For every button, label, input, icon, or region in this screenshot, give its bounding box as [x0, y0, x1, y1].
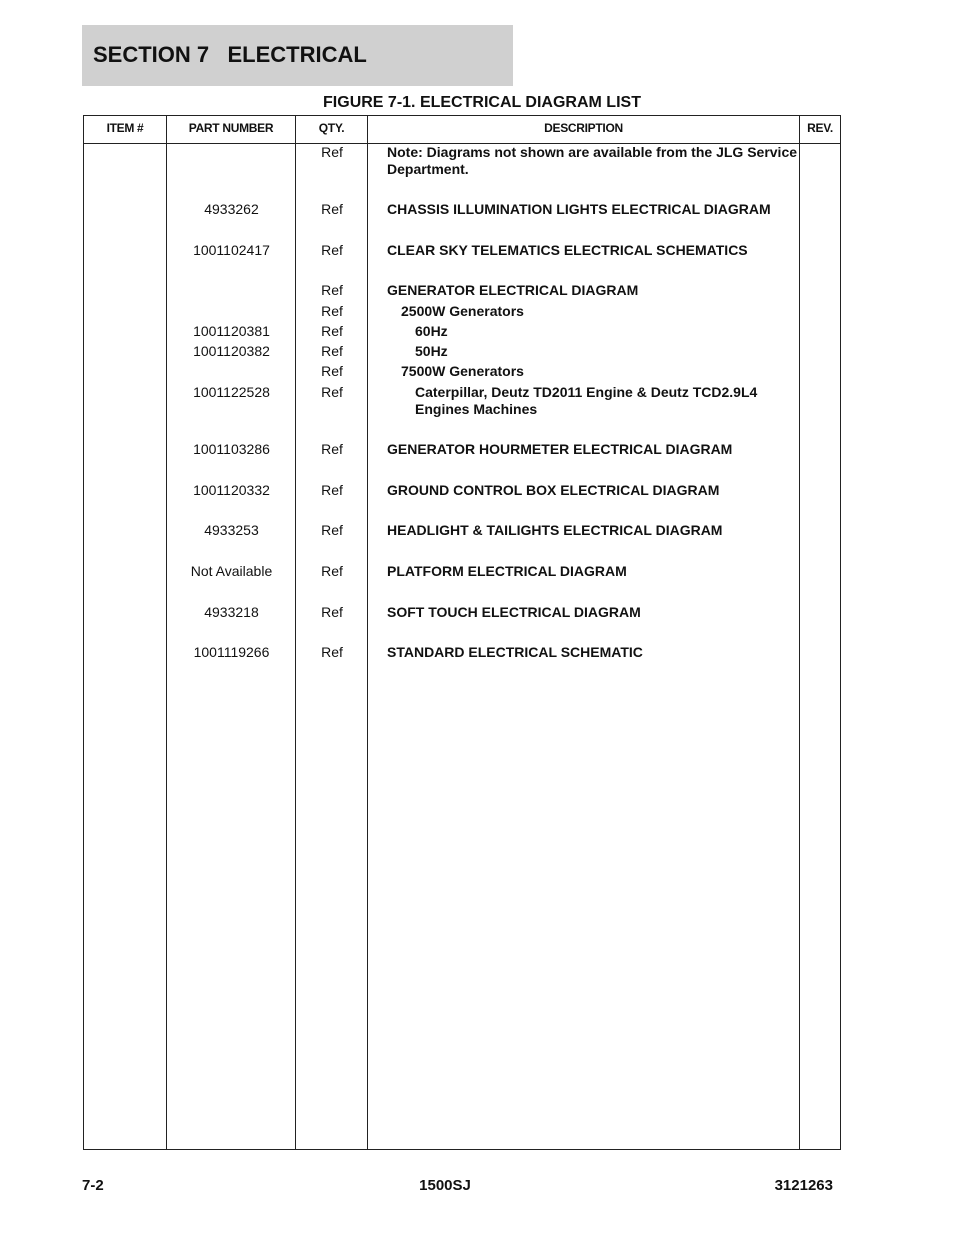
row-description: HEADLIGHT & TAILIGHTS ELECTRICAL DIAGRAM — [387, 522, 723, 538]
row-qty: Ref — [321, 644, 343, 660]
row-description: GENERATOR ELECTRICAL DIAGRAM — [387, 282, 639, 298]
column-header-item: ITEM # — [106, 121, 144, 135]
column-header-description: DESCRIPTION — [544, 121, 623, 135]
row-part-number: 1001120382 — [193, 343, 270, 359]
footer-model: 1500SJ — [419, 1177, 471, 1194]
column-divider — [166, 116, 167, 1149]
row-description: 50Hz — [415, 343, 448, 359]
row-description: SOFT TOUCH ELECTRICAL DIAGRAM — [387, 604, 641, 620]
parts-table — [83, 115, 841, 1150]
page-footer — [0, 1177, 954, 1197]
row-description: 7500W Generators — [401, 363, 524, 379]
column-divider — [367, 116, 368, 1149]
footer-document-number: 3121263 — [774, 1177, 833, 1194]
row-qty: Ref — [321, 144, 343, 160]
column-header-rev: REV. — [807, 121, 833, 135]
row-part-number: 1001120332 — [193, 482, 270, 498]
row-qty: Ref — [321, 201, 343, 217]
row-description: 60Hz — [415, 323, 448, 339]
column-divider — [799, 116, 800, 1149]
row-description: GROUND CONTROL BOX ELECTRICAL DIAGRAM — [387, 482, 720, 498]
column-divider — [295, 116, 296, 1149]
row-description: Caterpillar, Deutz TD2011 Engine & Deutz TCD2.9L4 Engines Machines — [415, 384, 758, 417]
row-qty: Ref — [321, 384, 343, 400]
row-qty: Ref — [321, 303, 343, 319]
row-qty: Ref — [321, 323, 343, 339]
row-part-number: 1001102417 — [193, 242, 270, 258]
row-description: Note: Diagrams not shown are available from the JLG Service Department. — [387, 144, 798, 177]
row-qty: Ref — [321, 343, 343, 359]
row-qty: Ref — [321, 282, 343, 298]
row-qty: Ref — [321, 522, 343, 538]
column-header-qty: QTY. — [318, 121, 345, 135]
row-qty: Ref — [321, 363, 343, 379]
row-qty: Ref — [321, 563, 343, 579]
row-qty: Ref — [321, 441, 343, 457]
row-part-number: 1001122528 — [193, 384, 270, 400]
row-part-number: 4933253 — [204, 522, 259, 538]
row-part-number: 4933262 — [204, 201, 259, 217]
row-description: CLEAR SKY TELEMATICS ELECTRICAL SCHEMATICS — [387, 242, 748, 258]
row-description: CHASSIS ILLUMINATION LIGHTS ELECTRICAL DIAGRAM — [387, 201, 771, 217]
row-description: GENERATOR HOURMETER ELECTRICAL DIAGRAM — [387, 441, 733, 457]
row-part-number: 4933218 — [204, 604, 259, 620]
section-title: SECTION 7 ELECTRICAL — [93, 42, 367, 67]
row-description: STANDARD ELECTRICAL SCHEMATIC — [387, 644, 643, 660]
row-description: 2500W Generators — [401, 303, 524, 319]
row-description: PLATFORM ELECTRICAL DIAGRAM — [387, 563, 627, 579]
row-part-number: 1001103286 — [193, 441, 270, 457]
figure-title: FIGURE 7-1. ELECTRICAL DIAGRAM LIST — [323, 94, 641, 111]
footer-page-number: 7-2 — [82, 1177, 104, 1194]
row-qty: Ref — [321, 242, 343, 258]
row-part-number: 1001120381 — [193, 323, 270, 339]
section-banner — [82, 25, 513, 86]
row-part-number: Not Available — [190, 563, 273, 579]
row-qty: Ref — [321, 604, 343, 620]
row-part-number: 1001119266 — [193, 644, 270, 660]
column-header-part-number: PART NUMBER — [188, 121, 274, 135]
row-qty: Ref — [321, 482, 343, 498]
